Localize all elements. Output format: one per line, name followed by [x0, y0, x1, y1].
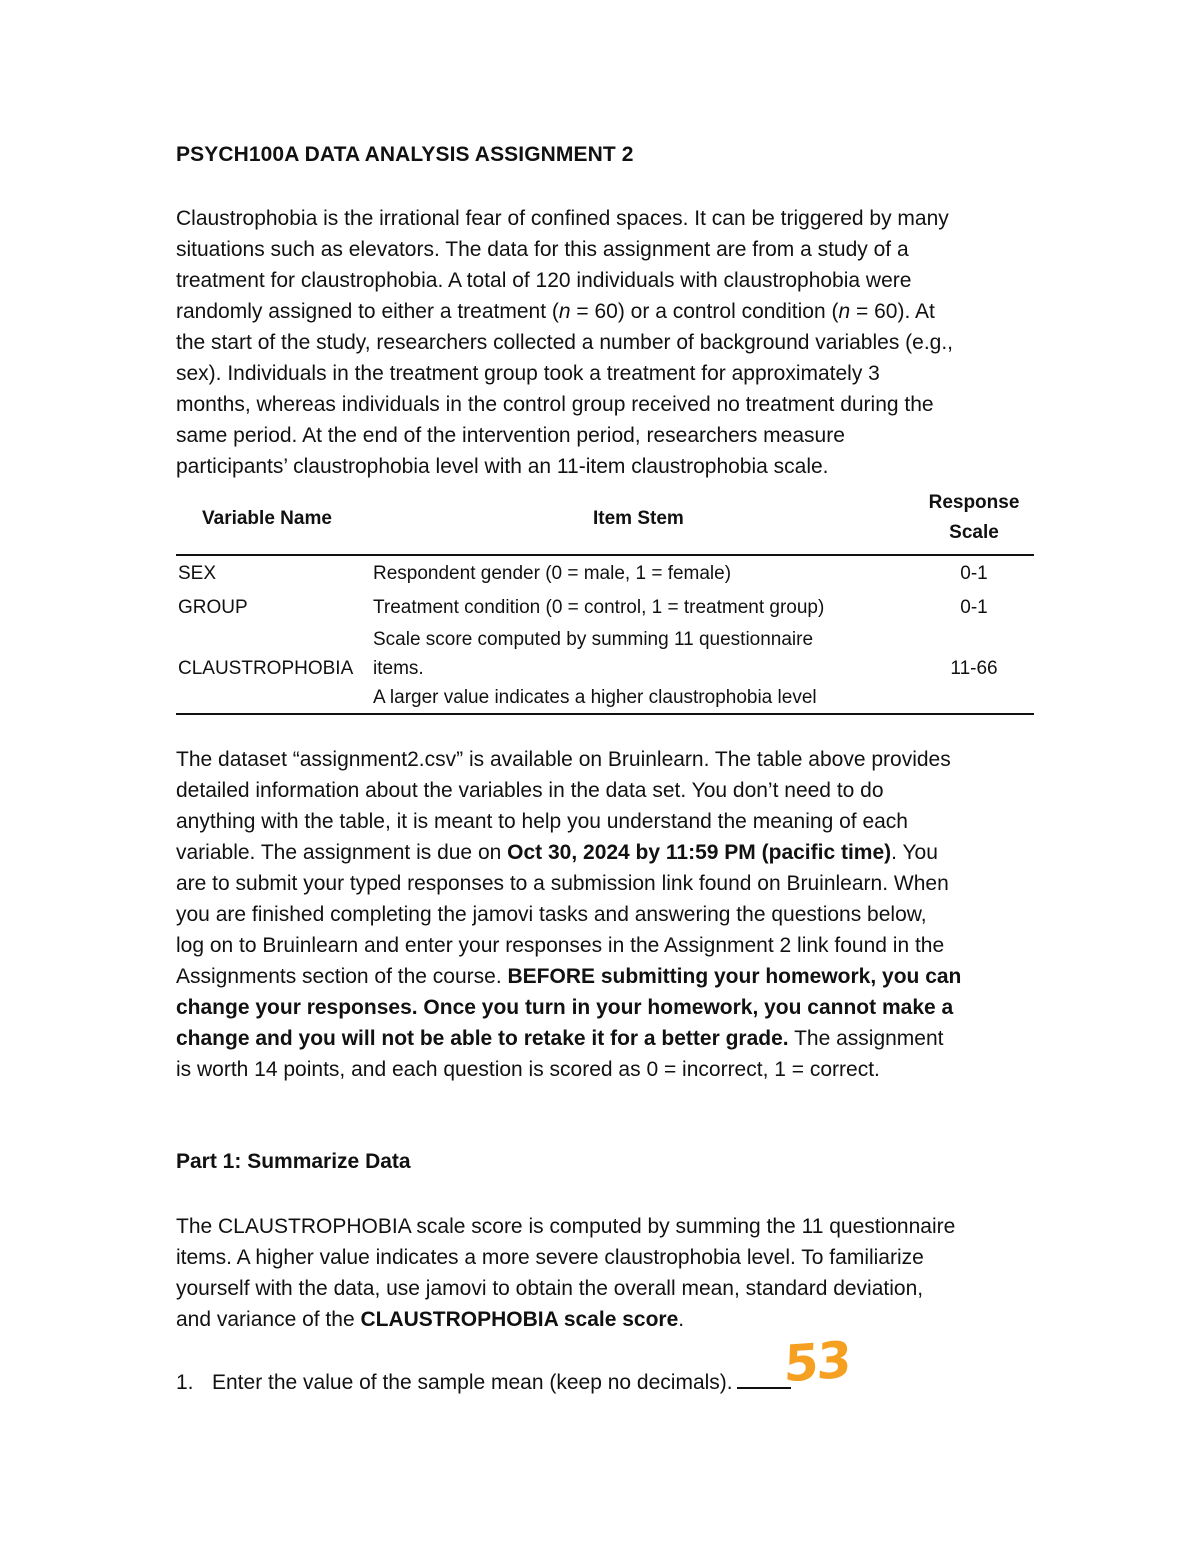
table-header [176, 488, 1034, 556]
question-text: Enter the value of the sample mean (keep no decimals). [212, 1371, 733, 1394]
table-body [176, 556, 1034, 715]
part1-title: Part 1: Summarize Data [176, 1150, 411, 1173]
part1-bold-text: CLAUSTROPHOBIA scale score [360, 1308, 679, 1331]
table-cell-name: SEX [178, 563, 217, 584]
intro-text: = 60). At [850, 300, 935, 323]
instructions-line: are to submit your typed responses to a submission link found on Bruinlearn. When [176, 872, 949, 895]
instructions-line: detailed information about the variables in the data set. You don’t need to do [176, 779, 884, 802]
table-cell-stem: A larger value indicates a higher claustrophobia level [373, 687, 817, 708]
part1-line: yourself with the data, use jamovi to obtain the overall mean, standard deviation, [176, 1277, 924, 1300]
table-cell-scale: 11-66 [950, 658, 998, 679]
instructions-text: . You [891, 841, 938, 864]
table-cell-stem: items. [373, 658, 424, 679]
instructions-line [176, 837, 1036, 868]
assignment-title: PSYCH100A DATA ANALYSIS ASSIGNMENT 2 [176, 143, 634, 166]
header-item-stem: Item Stem [593, 508, 684, 529]
question-number: 1. [176, 1371, 194, 1394]
intro-line: treatment for claustrophobia. A total of 120 individuals with claustrophobia were [176, 269, 912, 292]
part1-line: The CLAUSTROPHOBIA scale score is computed by summing the 11 questionnaire [176, 1215, 956, 1238]
table-cell-stem: Treatment condition (0 = control, 1 = treatment group) [373, 597, 825, 618]
intro-italic-n: n [838, 300, 851, 323]
table-cell-stem: Scale score computed by summing 11 questionnaire [373, 629, 814, 650]
header-scale-line: Response [928, 492, 1020, 513]
table-cell-name: GROUP [178, 597, 248, 618]
instructions-line: log on to Bruinlearn and enter your responses in the Assignment 2 link found in the [176, 934, 945, 957]
header-scale-line: Scale [949, 522, 999, 543]
intro-line: Claustrophobia is the irrational fear of confined spaces. It can be triggered by many [176, 207, 949, 230]
instructions-paragraph [176, 744, 1036, 1085]
warning-text: change and you will not be able to retake it for a better grade. [176, 1027, 789, 1050]
warning-text: change your responses. Once you turn in your homework, you cannot make a [176, 996, 954, 1019]
question-1 [176, 1367, 791, 1398]
instructions-line [176, 1023, 1036, 1054]
header-response-scale [924, 488, 1024, 548]
intro-line [176, 296, 1036, 327]
intro-paragraph [176, 203, 1036, 482]
intro-text: randomly assigned to either a treatment ( [176, 300, 559, 323]
part1-paragraph [176, 1211, 1036, 1335]
header-variable-name: Variable Name [202, 508, 332, 529]
intro-line: the start of the study, researchers collected a number of background variables (e.g., [176, 331, 954, 354]
instructions-text: variable. The assignment is due on [176, 841, 508, 864]
intro-line: sex). Individuals in the treatment group took a treatment for approximately 3 [176, 362, 880, 385]
intro-line: months, whereas individuals in the control group received no treatment during the [176, 393, 934, 416]
instructions-line: anything with the table, it is meant to help you understand the meaning of each [176, 810, 908, 833]
part1-line: items. A higher value indicates a more severe claustrophobia level. To familiarize [176, 1246, 924, 1269]
instructions-text: Assignments section of the course. [176, 965, 508, 988]
part1-text: . [678, 1308, 685, 1331]
intro-line: same period. At the end of the intervention period, researchers measure [176, 424, 845, 447]
instructions-line [176, 961, 1036, 992]
table-cell-name: CLAUSTROPHOBIA [178, 658, 354, 679]
part1-line [176, 1304, 1036, 1335]
table-cell-stem: Respondent gender (0 = male, 1 = female) [373, 563, 732, 584]
instructions-line: is worth 14 points, and each question is scored as 0 = incorrect, 1 = correct. [176, 1058, 880, 1081]
instructions-line: The dataset “assignment2.csv” is available on Bruinlearn. The table above provides [176, 748, 951, 771]
table-cell-scale: 0-1 [960, 563, 988, 584]
table-cell-scale: 0-1 [960, 597, 988, 618]
intro-line: participants’ claustrophobia level with an 11-item claustrophobia scale. [176, 455, 829, 478]
intro-italic-n: n [558, 300, 571, 323]
part1-text: and variance of the [176, 1308, 361, 1331]
instructions-line [176, 992, 1036, 1023]
intro-text: = 60) or a control condition ( [570, 300, 839, 323]
handwritten-answer: 53 [783, 1330, 851, 1394]
due-date: Oct 30, 2024 by 11:59 PM (pacific time) [507, 841, 892, 864]
instructions-text: The assignment [788, 1027, 944, 1050]
variable-table [176, 488, 1034, 715]
intro-line: situations such as elevators. The data for this assignment are from a study of a [176, 238, 909, 261]
warning-text: BEFORE submitting your homework, you can [507, 965, 962, 988]
instructions-line: you are finished completing the jamovi tasks and answering the questions below, [176, 903, 927, 926]
